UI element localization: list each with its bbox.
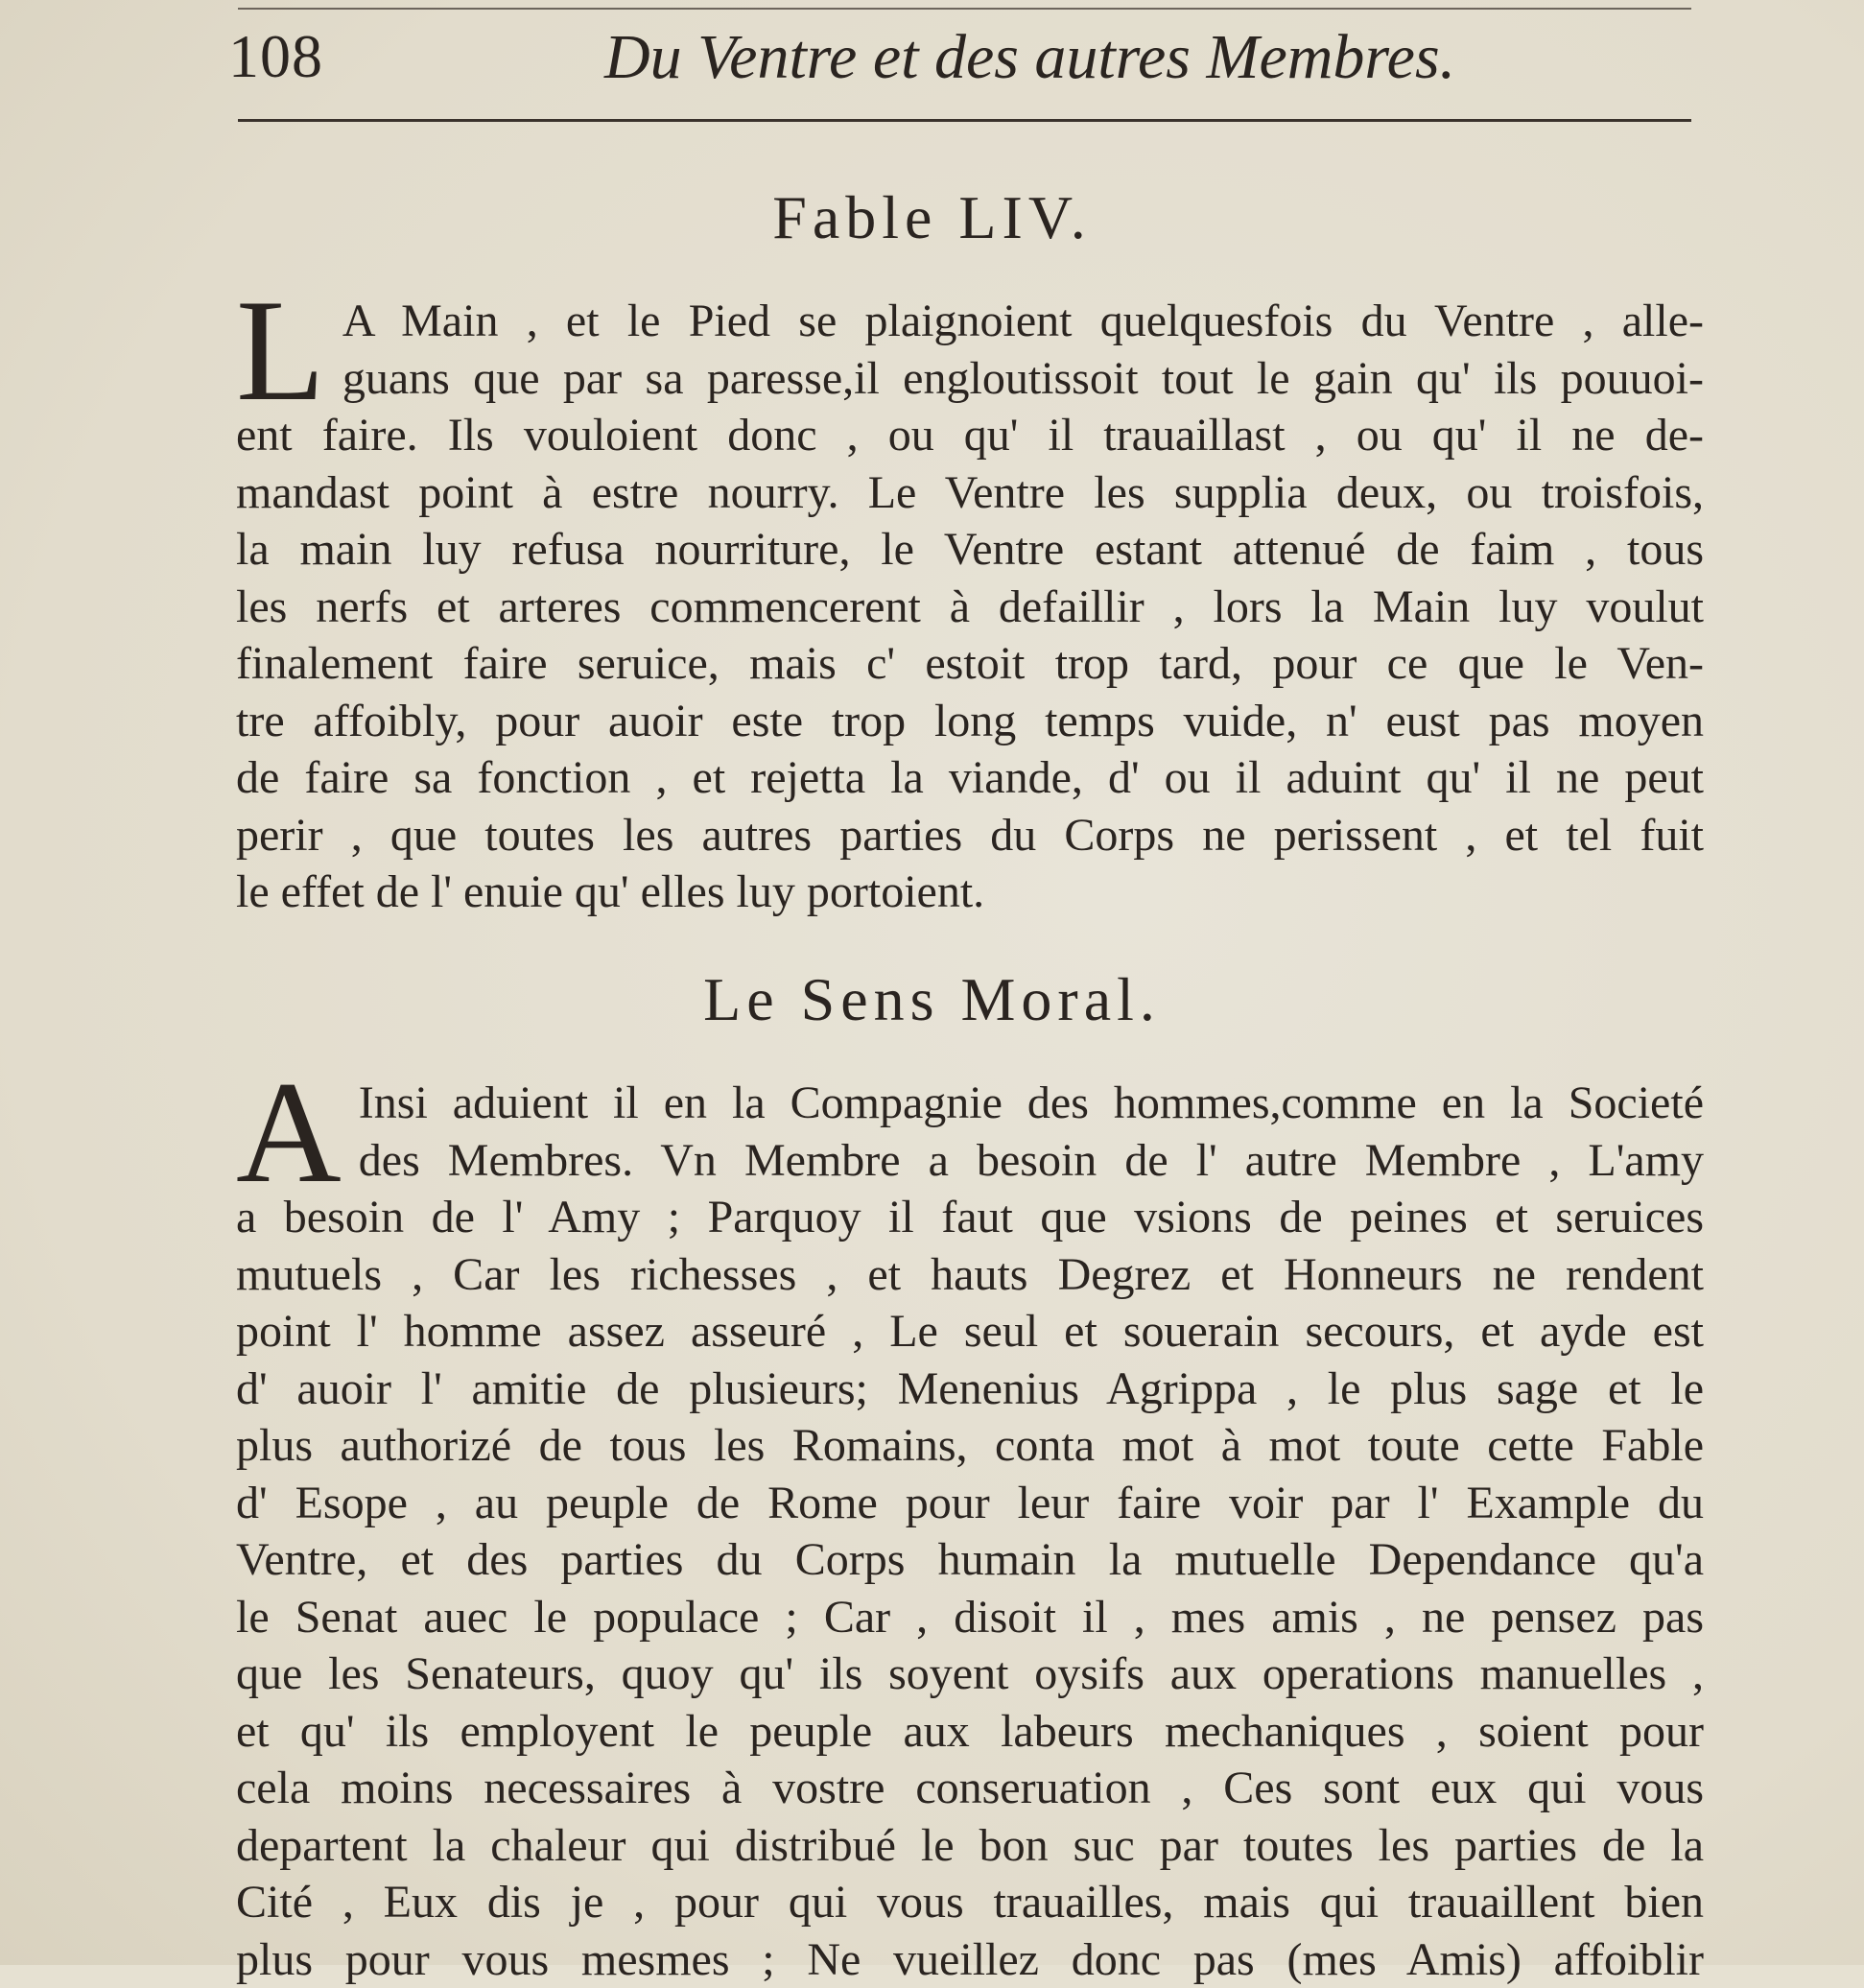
fable-line: guans que par sa paresse,il engloutissoit tout le gain qu' ils pouuoi- bbox=[236, 350, 1704, 408]
fable-dropcap: L bbox=[236, 296, 325, 404]
fable-line: le effet de l' enuie qu' elles luy portoient. bbox=[236, 864, 1704, 921]
fable-text bbox=[236, 293, 1704, 916]
moral-line: d' Esope , au peuple de Rome pour leur faire voir par l' Example du bbox=[236, 1475, 1704, 1532]
moral-line: plus pour vous mesmes ; Ne vueillez donc pas (mes Amis) affoiblir bbox=[236, 1931, 1704, 1988]
moral-line: le Senat auec le populace ; Car , disoit il , mes amis , ne pensez pas bbox=[236, 1589, 1704, 1646]
fable-line: ent faire. Ils vouloient donc , ou qu' il trauaillast , ou qu' il ne de- bbox=[236, 407, 1704, 464]
fable-line: la main luy refusa nourriture, le Ventre estant attenué de faim , tous bbox=[236, 521, 1704, 579]
fable-line: A Main , et le Pied se plaignoient quelquesfois du Ventre , alle- bbox=[236, 293, 1704, 350]
moral-text bbox=[236, 1075, 1704, 1965]
moral-dropcap: A bbox=[236, 1078, 342, 1186]
page-number: 108 bbox=[228, 21, 323, 92]
moral-title: Le Sens Moral. bbox=[0, 964, 1864, 1035]
moral-line: Ventre, et des parties du Corps humain la mutuelle Dependance qu'a bbox=[236, 1531, 1704, 1589]
running-head: Du Ventre et des autres Membres. bbox=[604, 21, 1455, 94]
fable-line: de faire sa fonction , et rejetta la viande, d' ou il aduint qu' il ne peut bbox=[236, 749, 1704, 807]
fable-title: Fable LIV. bbox=[0, 182, 1864, 253]
moral-line: departent la chaleur qui distribué le bon suc par toutes les parties de la bbox=[236, 1817, 1704, 1875]
moral-line: a besoin de l' Amy ; Parquoy il faut que vsions de peines et seruices bbox=[236, 1189, 1704, 1246]
fable-line: mandast point à estre nourry. Le Ventre les supplia deux, ou troisfois, bbox=[236, 464, 1704, 522]
moral-line: et qu' ils employent le peuple aux labeurs mechaniques , soient pour bbox=[236, 1703, 1704, 1761]
moral-line: Cité , Eux dis je , pour qui vous trauailles, mais qui trauaillent bien bbox=[236, 1874, 1704, 1931]
moral-line: plus authorizé de tous les Romains, conta mot à mot toute cette Fable bbox=[236, 1417, 1704, 1475]
moral-line: point l' homme assez asseuré , Le seul et souerain secours, et ayde est bbox=[236, 1303, 1704, 1361]
moral-line: des Membres. Vn Membre a besoin de l' autre Membre , L'amy bbox=[236, 1132, 1704, 1190]
fable-line: finalement faire seruice, mais c' estoit trop tard, pour ce que le Ven- bbox=[236, 635, 1704, 693]
fable-line: tre affoibly, pour auoir este trop long temps vuide, n' eust pas moyen bbox=[236, 693, 1704, 750]
moral-line: d' auoir l' amitie de plusieurs; Menenius Agrippa , le plus sage et le bbox=[236, 1361, 1704, 1418]
moral-line: Insi aduient il en la Compagnie des hommes,comme en la Societé bbox=[236, 1075, 1704, 1132]
top-rule bbox=[238, 8, 1691, 10]
header-rule bbox=[238, 119, 1691, 122]
moral-line: que les Senateurs, quoy qu' ils soyent oysifs aux operations manuelles , bbox=[236, 1645, 1704, 1703]
moral-line: mutuels , Car les richesses , et hauts Degrez et Honneurs ne rendent bbox=[236, 1246, 1704, 1304]
moral-line: cela moins necessaires à vostre conseruation , Ces sont eux qui vous bbox=[236, 1760, 1704, 1817]
fable-line: les nerfs et arteres commencerent à defaillir , lors la Main luy voulut bbox=[236, 579, 1704, 636]
fable-line: perir , que toutes les autres parties du Corps ne perissent , et tel fuit bbox=[236, 807, 1704, 864]
